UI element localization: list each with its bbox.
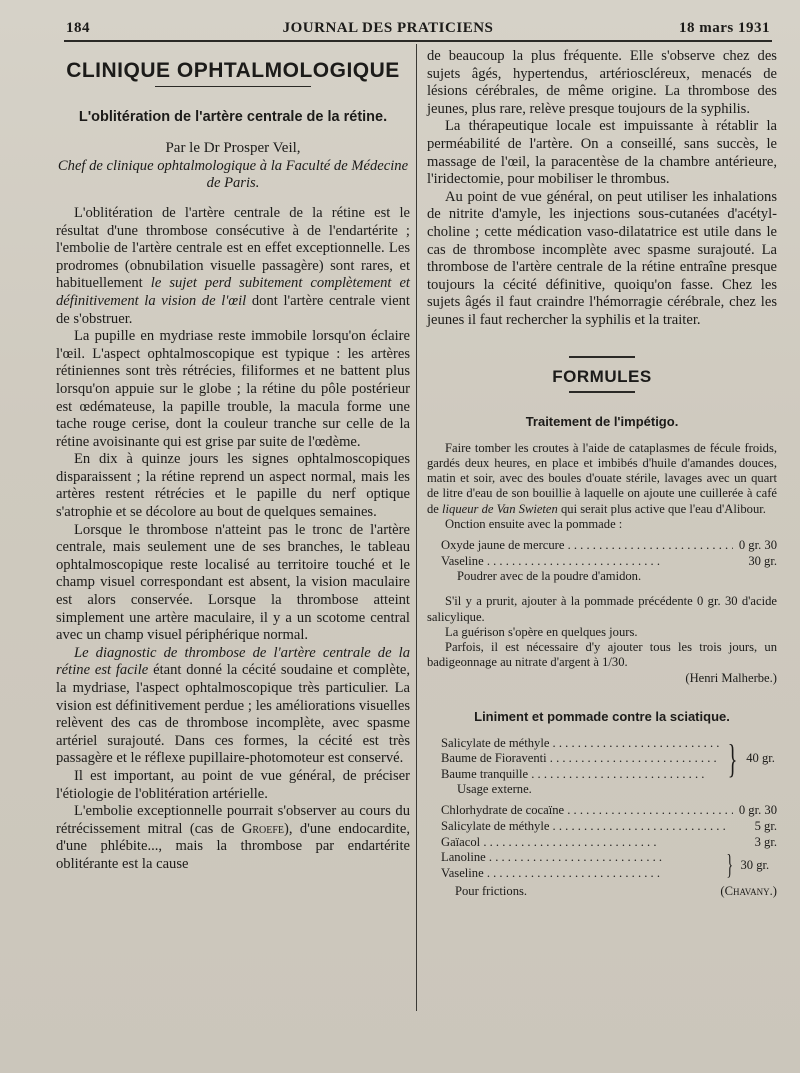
impetigo-instructions [427,441,777,517]
rx-item [441,767,719,783]
rx-item-name: Salicylate de méthyle . . . [441,736,719,752]
onction-line: Onction ensuite avec la pommade : [445,516,623,531]
rx-item-qty: 0 gr. 30 [738,803,777,818]
rx-item-name: Chlorhydrate de cocaïne . . . [441,803,733,819]
impetigo-text: Faire tomber les croutes à l'aide de cataplasmes de fécule froids, gardés deux heures, en place et imbibés d'huile d'amandes douces, matin et soir, avec des boules d'ouate stérile, lavages avec un quart de litre d'eau de son bouillie à laquelle on ajoute une cuillerée à café de [427,440,777,516]
p7-author-name: Groefe [241,820,285,837]
right-column [427,48,777,901]
rx-item-name: Lanoline . . . [441,850,719,866]
formules-top-rule [569,356,635,358]
paragraph-continued: de beaucoup la plus fréquente. Elle s'observe chez des sujets âgés, hypertendus, artérioscléreux, menacés de lésions cérébrales, de même origine. La thrombose des jeunes, plus rare, relève presque toujours de la syphilis. [427,48,777,117]
usage-line: Usage externe. [457,782,532,797]
p7-text-end: ), d'une endocardite, d'une phlébite..., mais la thrombose par endartérite oblitérante est la cause [56,820,410,872]
rx-item [427,803,777,819]
section-title: CLINIQUE OPHTALMOLOGIQUE [66,59,400,82]
brace: } [726,849,734,881]
guerison-line: La guérison s'opère en quelques jours. [445,624,638,639]
sciatique-footer [427,883,777,901]
rx-item-name: Vaseline . . . [441,554,742,570]
paragraph-7 [56,803,410,873]
rx-item [441,751,719,767]
p1-text: L'oblitération de l'artère centrale de la rétine est le résultat d'une thrombose consécutive à de l'endartérite ; l'embolie de l'artère centrale est en effet exceptionnelle. Les prodromes (obnubilation visuelle passagère) sont rares, et habituellement [56,204,410,292]
formules-bottom-rule [569,391,635,393]
rx-item [441,850,719,866]
impetigo-text-end: qui serait plus active que l'eau d'Alibour. [560,501,766,516]
rx-item-name: Baume tranquille . . . [441,767,719,783]
paragraph-general: Au point de vue général, on peut utiliser les inhalations de nitrite d'amyle, les injections sous-cutanées d'acétyl-choline ; cette médication vaso-dilatatrice est utile dans le cas de thrombose incomplète avec spasme surajouté. La thrombose de l'artère centrale de la rétine entraîne presque toujours la cécité définitive, quoiqu'on fasse. Chez les sujets âgés il faut craindre l'hémorragie cérébrale, chez les jeunes il faut rechercher la syphilis et la traiter. [427,188,777,328]
column-rule [416,44,417,1011]
p5-text: étant donné la cécité soudaine et complète, la mydriase, l'aspect ophtalmoscopique très particulier. La vision est définitivement perdue ; les améliorations visuelles relèvent des cas de thrombose incomplète, avec spasme artériel surajouté. Dans ces formes, la cécité est très passagère et le réflexe pupillaire-photomoteur est conservé. [56,662,411,767]
rx-item [427,819,777,835]
p1-emphasis: le sujet perd subitement complètement et définitivement la vision de l'œil [56,275,410,309]
sciatique-title: Liniment et pommade contre la sciatique. [474,708,730,724]
rx-item [441,736,719,752]
section-title-rule [155,86,311,87]
rx-item-qty: 3 gr. [754,834,777,849]
article-author: Par le Dr Prosper Veil, [165,140,301,157]
p7-text: L'embolie exceptionnelle pourrait s'observer au cours du rétrécissement mitral (cas de [56,803,410,837]
frictions-line: Pour frictions. [455,884,528,899]
rx-item-name: Oxyde jaune de mercure . . . [441,538,733,554]
poudrer-line: Poudrer avec de la poudre d'amidon. [457,569,642,584]
rx-item-name: Vaseline . . . [441,866,719,882]
brace: } [727,735,738,781]
rx-group [427,850,777,881]
paragraph-5 [56,645,410,768]
formules-heading: FORMULES [552,366,652,386]
rx-item [427,835,777,851]
header-rule [64,40,772,42]
rx-item [427,538,777,554]
prurit-line: S'il y a prurit, ajouter à la pommade précédente 0 gr. 30 d'acide salicylique. [427,594,777,624]
rx-item-name: Gaïacol . . . [441,835,749,851]
issue-date: 18 mars 1931 [679,19,770,36]
sciatique-signature: (Chavany.) [720,884,777,899]
paragraph-2: La pupille en mydriase reste immobile lorsqu'on éclaire l'œil. L'aspect ophtalmoscopique est typique : les artères rétiniennes sont très rétrécies, filiformes et ne battent plus lorsqu'on appuie sur le globe ; la rétine du pôle postérieur est œdémateuse, la papille trouble, la macula forme une tache rouge cerise, dont la couleur tranche sur celle de la rétine avoisinante qui est grise par suite de l'œdème. [56,328,410,450]
rx-group-qty: 40 gr. [746,751,775,766]
p5-emphasis: Le diagnostic de thrombose de l'artère centrale de la rétine est facile [56,644,410,679]
parfois-line: Parfois, il est nécessaire d'y ajouter tous les trois jours, un badigeonnage au nitrate d'argent à 1/30. [427,639,777,670]
rx-group [427,736,777,783]
impetigo-title: Traitement de l'impétigo. [525,414,679,430]
author-affiliation: Chef de clinique ophtalmologique à la Faculté de Médecine de Paris. [57,157,409,192]
rx-item-qty: 30 gr. [748,553,777,568]
page-number: 184 [66,19,90,36]
rx-group-qty: 30 gr. [740,858,770,873]
paragraph-3: En dix à quinze jours les signes ophtalmoscopiques disparaissent ; la rétine reprend un aspect normal, mais les artères restent rétrécies et le papille du nerf optique s'atrophie et se décolore au bout de quelques semaines. [56,451,410,521]
paragraph-4: Lorsque le thrombose n'atteint pas le tronc de l'artère centrale, mais seulement une de ses branches, le tableau ophtalmoscopique reste localisé au territoire touché et le champ visuel correspondant est absent, la vision maculaire est alors conservée. Lorsque la thrombose atteint simplement une artère maculaire, il y a un scotome central avec un champ visuel périphérique normal. [56,521,410,644]
rx-item [427,554,777,570]
rx-item-qty: 0 gr. 30 [738,537,777,552]
paragraph-6: Il est important, au point de vue général, de préciser l'étiologie de l'oblitération artérielle. [56,767,410,802]
rx-item-qty: 5 gr. [754,819,777,834]
impetigo-signature: (Henri Malherbe.) [685,671,777,686]
paragraph-therapy: La thérapeutique locale est impuissante à rétablir la perméabilité de l'artère. On a conseillé, sans succès, le massage de l'œil, la paracentèse de la chambre antérieure, l'iridectomie, pour mobiliser le thrombus. [427,118,777,188]
impetigo-emphasis: liqueur de Van Swieten [442,501,558,516]
journal-title: JOURNAL DES PRATICIENS [282,19,494,36]
running-header [66,18,770,38]
left-column [56,48,410,874]
paragraph-1 [56,205,410,328]
p1-text-end: dont l'artère centrale vient de s'obstruer. [56,292,410,327]
rx-item-name: Salicylate de méthyle . . . [441,819,749,835]
rx-item-name: Baume de Fioraventi . . . [441,751,719,767]
rx-item [441,866,719,882]
article-title: L'oblitération de l'artère centrale de la rétine. [78,108,388,125]
